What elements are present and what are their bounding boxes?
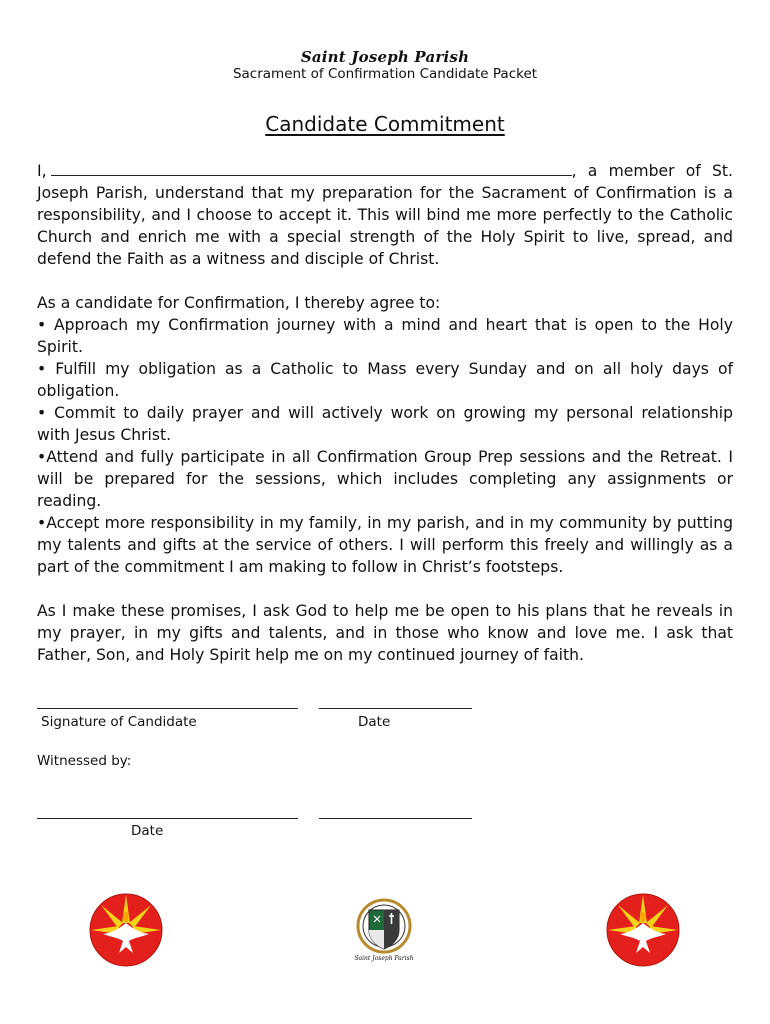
candidate-signature-label: Signature of Candidate xyxy=(41,714,197,730)
candidate-signature-line[interactable] xyxy=(37,708,298,709)
packet-title: Sacrament of Confirmation Candidate Packet xyxy=(232,66,538,82)
candidate-date-line[interactable] xyxy=(319,708,472,709)
dove-flame-icon xyxy=(89,893,163,967)
witness-label: Witnessed by: xyxy=(37,753,132,769)
intro-text: , a member of St. Joseph Parish, understand that my preparation for the Sacrament of Confirmation is a responsibility, and I choose to accept it. This will bind me more perfectly to the Catholic Church and enrich me with a special strength of the Holy Spirit to live, spread, and defend the Faith as a witness and disciple of Christ. xyxy=(37,162,733,268)
agreement-lead: As a candidate for Confirmation, I thereby agree to: xyxy=(37,294,441,312)
page-title: Candidate Commitment xyxy=(265,112,505,136)
agreement-item: • Fulfill my obligation as a Catholic to Mass every Sunday and on all holy days of obligation. xyxy=(37,360,733,400)
agreement-item: • Commit to daily prayer and will actively work on growing my personal relationship with Jesus Christ. xyxy=(37,404,733,444)
crest-caption: Saint Joseph Parish xyxy=(354,955,414,962)
witness-date-label: Date xyxy=(131,823,164,839)
intro-prefix: I, xyxy=(37,162,47,180)
candidate-date-label: Date xyxy=(358,714,391,730)
agreement-item: • Approach my Confirmation journey with a mind and heart that is open to the Holy Spirit. xyxy=(37,316,733,356)
agreement-section xyxy=(37,292,733,578)
intro-paragraph xyxy=(37,160,733,270)
dove-flame-icon xyxy=(606,893,680,967)
witness-date-line[interactable] xyxy=(319,818,472,819)
witness-signature-line[interactable] xyxy=(37,818,298,819)
agreement-item: •Attend and fully participate in all Confirmation Group Prep sessions and the Retreat. I will be prepared for the sessions, which includes completing any assignments or reading. xyxy=(37,448,733,510)
parish-name: Saint Joseph Parish xyxy=(300,48,470,66)
closing-paragraph: As I make these promises, I ask God to help me be open to his plans that he reveals in my prayer, in my gifts and talents, and in those who know and love me. I ask that Father, Son, and Holy Spirit help me on my continued journey of faith. xyxy=(37,602,733,664)
agreement-item: •Accept more responsibility in my family, in my parish, and in my community by putting my talents and gifts at the service of others. I will perform this freely and willingly as a part of the commitment I am making to follow in Christ’s footsteps. xyxy=(37,514,733,576)
candidate-name-field[interactable] xyxy=(51,160,572,176)
